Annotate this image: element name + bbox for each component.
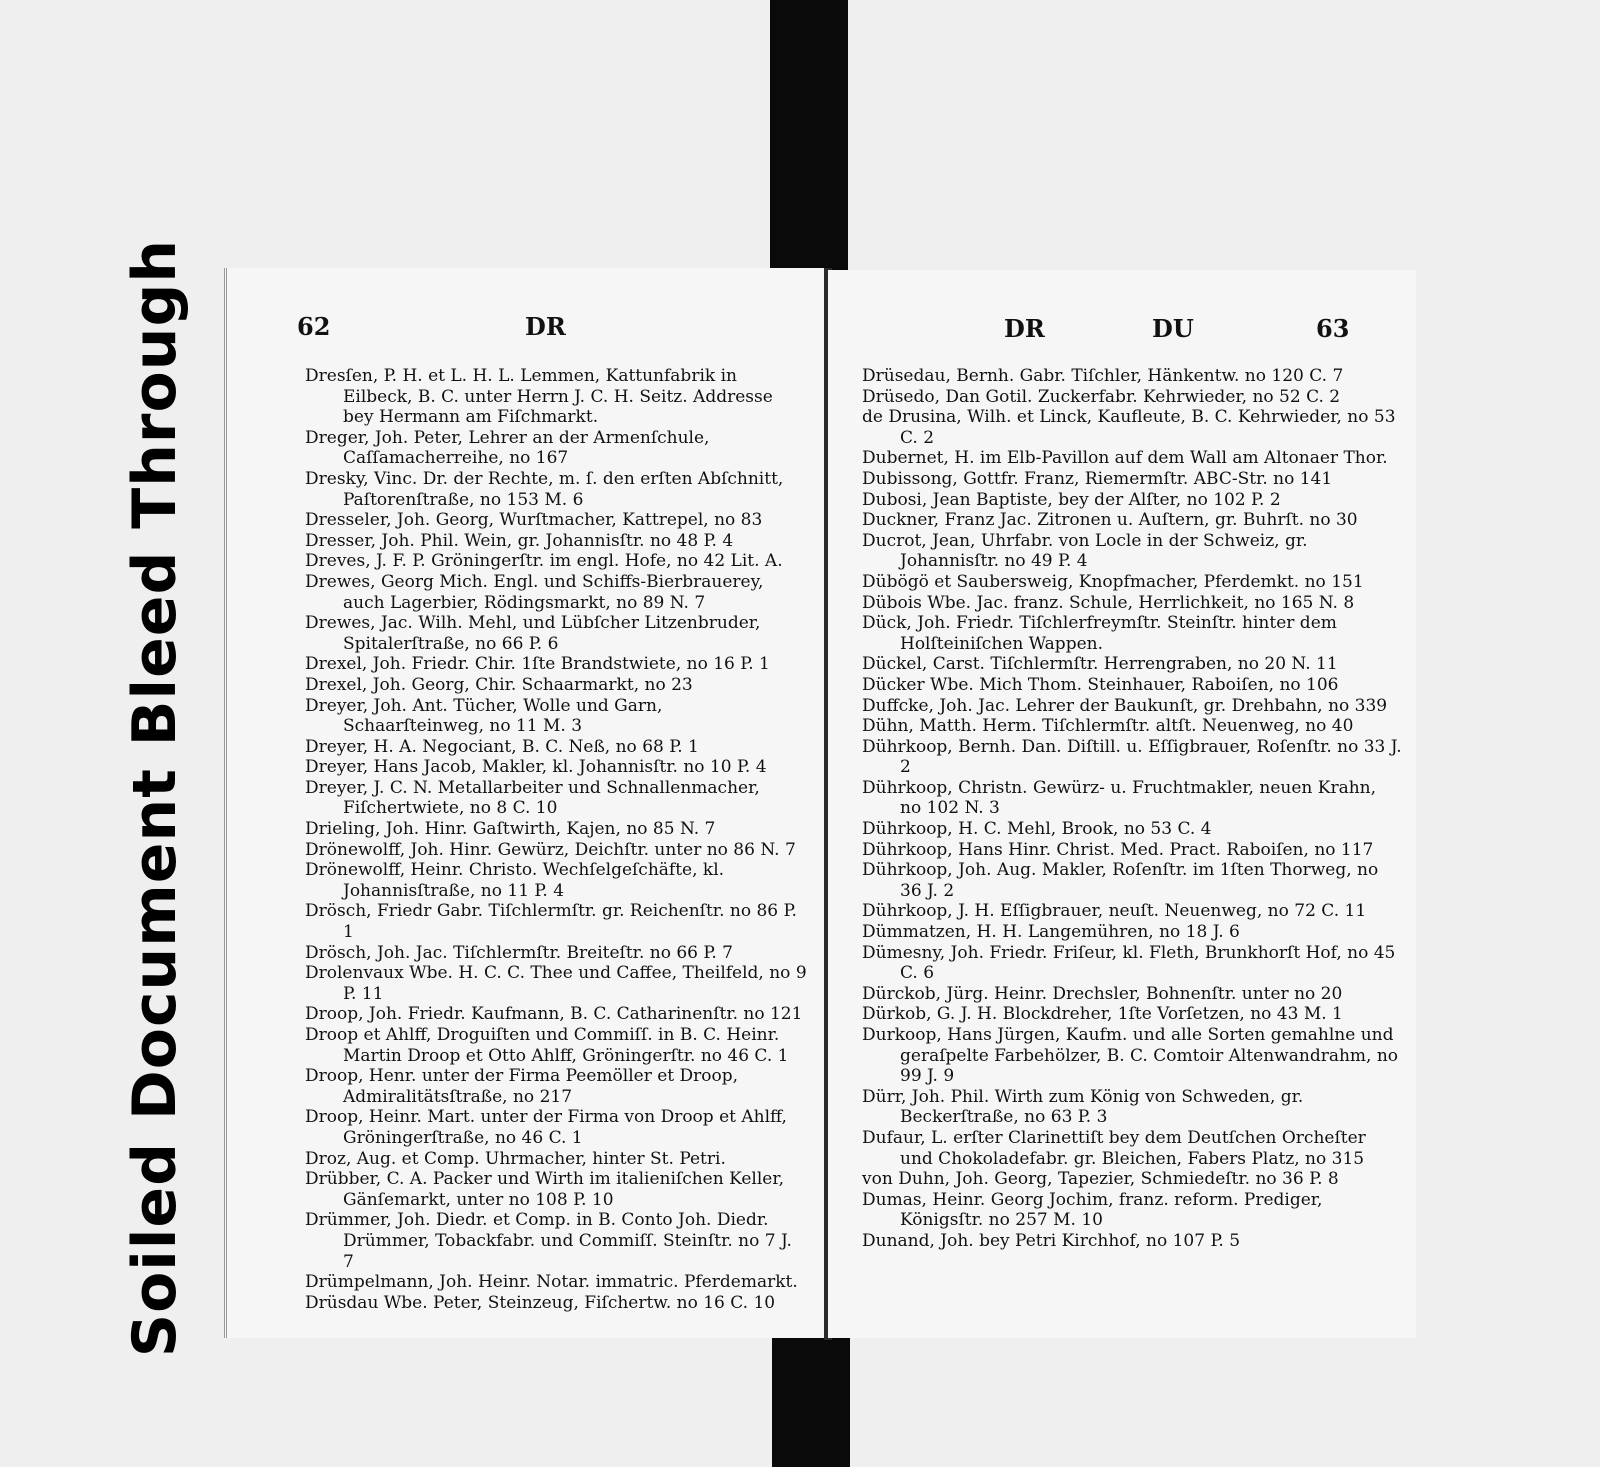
right-page [828,270,1416,1338]
directory-entry: Dühn, Matth. Herm. Tiſchlermſtr. altſt. Neuenweg, no 40 [862,716,1354,737]
directory-entry: Dührkoop, J. H. Eſſigbrauer, neuſt. Neuenweg, no 72 C. 11 [862,901,1367,922]
directory-entry: Droop, Joh. Friedr. Kaufmann, B. C. Catharinenſtr. no 121 [305,1004,803,1025]
directory-entry: Droop, Henr. unter der Firma Peemöller et Droop, Admiralitätsſtraße, no 217 [305,1066,739,1107]
directory-entry: Dührkoop, Joh. Aug. Makler, Roſenſtr. im 1ſten Thorweg, no 36 J. 2 [862,860,1379,901]
directory-entry: Dührkoop, Christn. Gewürz- u. Fruchtmakler, neuen Krahn, no 102 N. 3 [862,777,1377,819]
directory-entry: Drösch, Joh. Jac. Tiſchlermſtr. Breiteſtr. no 66 P. 7 [305,942,733,963]
directory-entry: Drönewolff, Heinr. Christo. Wechſelgeſchäfte, kl. Johannisſtraße, no 11 P. 4 [305,860,725,901]
directory-entry: Drümpelmann, Joh. Heinr. Notar. immatric. Pferdemarkt. [305,1272,798,1293]
directory-entries [305,366,807,1313]
directory-entry: Dufaur, L. erſter Clarinettiſt bey dem Deutſchen Orcheſter und Chokoladefabr. gr. Bleichen, Fabers Platz, no 315 [862,1127,1366,1169]
directory-entry: Dubernet, H. im Elb-Pavillon auf dem Wall am Altonaer Thor. [862,448,1388,469]
directory-entry: Drösch, Friedr Gabr. Tiſchlermſtr. gr. Reichenſtr. no 86 P. 1 [305,901,797,943]
directory-entry: Droop, Heinr. Mart. unter der Firma von Droop et Ahlff, Gröningerſtraße, no 46 C. 1 [305,1107,787,1148]
directory-entry: Drexel, Joh. Friedr. Chir. 1ſte Brandstwiete, no 16 P. 1 [305,654,770,675]
directory-entry: Dreyer, Hans Jacob, Makler, kl. Johannisſtr. no 10 P. 4 [305,757,767,778]
running-header: DR [525,312,566,341]
directory-entry: Dresky, Vinc. Dr. der Rechte, m. ſ. den erſten Abſchnitt, Paſtorenſtraße, no 153 M. 6 [305,468,784,510]
directory-entry: Dück, Joh. Friedr. Tiſchlerfreymſtr. Steinſtr. hinter dem Holſteiniſchen Wappen. [862,613,1337,654]
directory-entry: Dümesny, Joh. Friedr. Friſeur, kl. Fleth, Brunkhorſt Hof, no 45 C. 6 [862,942,1396,984]
directory-entry: Dresſen, P. H. et L. H. L. Lemmen, Kattunfabrik in Eilbeck, B. C. unter Herrn J. C. H. Seitz. Addresse bey Hermann am Fiſchmarkt. [305,366,773,428]
directory-entry: Durkoop, Hans Jürgen, Kaufm. und alle Sorten gemahlne und geraſpelte Farbehölzer, B. C. Comtoir Altenwandrahm, no 99 J. 9 [862,1025,1399,1087]
directory-entry: Dübögö et Saubersweig, Knopfmacher, Pferdemkt. no 151 [862,571,1364,592]
directory-entry: Drümmer, Joh. Diedr. et Comp. in B. Conto Joh. Diedr. Drümmer, Tobackfabr. und Commiſſ. Steinſtr. no 7 J. 7 [305,1210,792,1272]
running-header-left: DR [1004,314,1045,343]
page-number: 63 [1316,314,1350,343]
directory-entry: Droz, Aug. et Comp. Uhrmacher, hinter St. Petri. [305,1148,726,1169]
directory-entry: Duffcke, Joh. Jac. Lehrer der Baukunſt, gr. Drehbahn, no 339 [862,695,1388,716]
directory-entry: Dührkoop, Hans Hinr. Christ. Med. Pract. Raboiſen, no 117 [862,839,1374,860]
running-header-right: DU [1152,314,1194,343]
directory-entry: Dreger, Joh. Peter, Lehrer an der Armenſchule, Caſſamacherreihe, no 167 [305,427,710,469]
directory-entry: Dücker Wbe. Mich Thom. Steinhauer, Raboiſen, no 106 [862,674,1339,695]
directory-entry: Dührkoop, Bernh. Dan. Diſtill. u. Eſſigbrauer, Roſenſtr. no 33 J. 2 [862,736,1402,778]
directory-entry: Dürckob, Jürg. Heinr. Drechsler, Bohnenſtr. unter no 20 [862,983,1343,1004]
tape-strip-bottom [772,1335,850,1467]
directory-entry: Drüsedau, Bernh. Gabr. Tiſchler, Hänkentw. no 120 C. 7 [862,366,1344,386]
directory-entry: Dümmatzen, H. H. Langemühren, no 18 J. 6 [862,922,1240,943]
directory-entry: Drexel, Joh. Georg, Chir. Schaarmarkt, no 23 [305,674,693,695]
directory-entry: Dunand, Joh. bey Petri Kirchhof, no 107 P. 5 [862,1230,1241,1251]
directory-entry: Drolenvaux Wbe. H. C. C. Thee und Caffee, Theilfeld, no 9 P. 11 [305,963,807,1004]
stamp-text: Soiled Document Bleed Through [120,238,190,1358]
directory-entry: Drieling, Joh. Hinr. Gaſtwirth, Kajen, no 85 N. 7 [305,819,716,840]
directory-entry: Drewes, Georg Mich. Engl. und Schiffs-Bierbrauerey, auch Lagerbier, Rödingsmarkt, no 89 N. 7 [305,571,764,613]
directory-entry: Droop et Ahlff, Droguiſten und Commiſſ. in B. C. Heinr. Martin Droop et Otto Ahlff, Gröningerſtr. no 46 C. 1 [305,1025,789,1066]
directory-entry: Dubosi, Jean Baptiste, bey der Alſter, no 102 P. 2 [862,489,1281,510]
page-number: 62 [297,312,331,341]
directory-entry: Drüsedo, Dan Gotil. Zuckerfabr. Kehrwieder, no 52 C. 2 [862,386,1341,407]
directory-entry: Dückel, Carst. Tiſchlermſtr. Herrengraben, no 20 N. 11 [862,654,1338,675]
directory-entry: Drüsdau Wbe. Peter, Steinzeug, Fiſchertw. no 16 C. 10 [305,1292,776,1313]
tape-strip-top [770,0,848,272]
directory-entry: Dürkob, G. J. H. Blockdreher, 1ſte Vorſetzen, no 43 M. 1 [862,1004,1343,1025]
directory-entry: Dreves, J. F. P. Gröningerſtr. im engl. Hofe, no 42 Lit. A. [305,551,783,572]
directory-entry: Dübois Wbe. Jac. franz. Schule, Herrlichkeit, no 165 N. 8 [862,592,1355,613]
archive-stamp [100,238,210,1358]
directory-entry: Dresseler, Joh. Georg, Wurſtmacher, Kattrepel, no 83 [305,510,763,531]
directory-entries [862,366,1402,1252]
directory-entry: Dührkoop, H. C. Mehl, Brook, no 53 C. 4 [862,819,1212,840]
directory-entry: Dürr, Joh. Phil. Wirth zum König von Schweden, gr. Beckerſtraße, no 63 P. 3 [862,1086,1304,1128]
directory-entry: Duckner, Franz Jac. Zitronen u. Auſtern, gr. Buhrſt. no 30 [862,510,1358,531]
directory-entry: de Drusina, Wilh. et Linck, Kaufleute, B. C. Kehrwieder, no 53 C. 2 [862,407,1396,448]
directory-entry: Dumas, Heinr. Georg Jochim, franz. reform. Prediger, Königsſtr. no 257 M. 10 [862,1189,1323,1231]
directory-entry: Drübber, C. A. Packer und Wirth im italieniſchen Keller, Gänſemarkt, unter no 108 P. 10 [305,1169,784,1210]
directory-entry: Dresser, Joh. Phil. Wein, gr. Johannisſtr. no 48 P. 4 [305,530,734,551]
directory-entry: Dreyer, J. C. N. Metallarbeiter und Schnallenmacher, Fiſchertwiete, no 8 C. 10 [305,777,760,819]
directory-entry: von Duhn, Joh. Georg, Tapezier, Schmiedeſtr. no 36 P. 8 [862,1169,1339,1190]
directory-entry: Drönewolff, Joh. Hinr. Gewürz, Deichſtr. unter no 86 N. 7 [305,839,796,860]
directory-entry: Drewes, Jac. Wilh. Mehl, und Lübſcher Litzenbruder, Spitalerſtraße, no 66 P. 6 [305,613,761,654]
directory-entry: Dreyer, H. A. Negociant, B. C. Neß, no 68 P. 1 [305,736,699,757]
directory-entry: Ducrot, Jean, Uhrfabr. von Locle in der Schweiz, gr. Johannisſtr. no 49 P. 4 [862,530,1308,572]
directory-entry: Dreyer, Joh. Ant. Tücher, Wolle und Garn, Schaarſteinweg, no 11 M. 3 [305,695,663,737]
directory-entry: Dubissong, Gottfr. Franz, Riemermſtr. ABC-Str. no 141 [862,468,1333,489]
left-page [224,268,831,1338]
